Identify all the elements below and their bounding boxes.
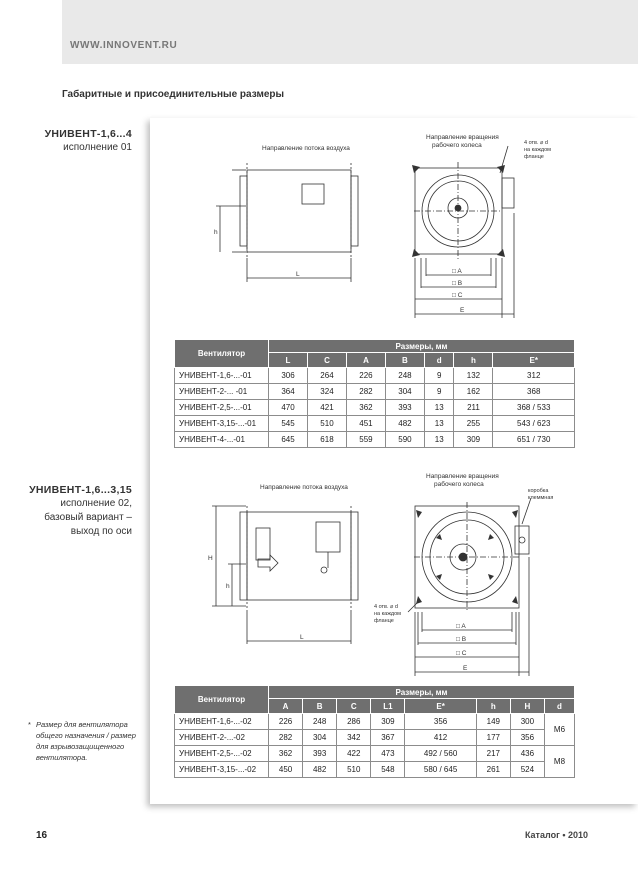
col-header: L1: [371, 699, 405, 714]
box-label-line-1: коробка: [528, 488, 549, 494]
table-cell: 9: [424, 384, 454, 400]
table-row: [175, 416, 575, 432]
dim-h-2: h: [226, 583, 230, 590]
table-cell: 132: [454, 368, 493, 384]
table-cell: 548: [371, 762, 405, 778]
dim-C-2: □ C: [456, 650, 467, 657]
drawing-variant-01: [150, 118, 638, 338]
table-row: [175, 400, 575, 416]
rotation-label-1-line-1: Направление вращения: [426, 134, 499, 141]
model-1-name: УНИВЕНТ-1,6...4: [44, 128, 132, 140]
footnote: [28, 719, 148, 763]
holes-label-2-line-3: фланце: [374, 618, 394, 624]
table-cell: 510: [307, 416, 346, 432]
table-cell: 264: [307, 368, 346, 384]
model-2-variant-line-3: выход по оси: [70, 526, 132, 537]
table-cell: 645: [269, 432, 308, 448]
table-cell: 261: [476, 762, 510, 778]
table-cell: 492 / 560: [405, 746, 476, 762]
footnote-line-2: общего назначения / размер: [36, 731, 136, 740]
holes-label-1-line-3: фланце: [524, 154, 544, 160]
table-cell: 590: [385, 432, 424, 448]
table-row: [175, 746, 575, 762]
airflow-label-2: Направление потока воздуха: [260, 484, 348, 491]
table-row: [175, 384, 575, 400]
table-row: [175, 432, 575, 448]
dim-C-1: □ C: [452, 292, 463, 299]
table-cell: 255: [454, 416, 493, 432]
table-cell: 473: [371, 746, 405, 762]
table-cell: 393: [303, 746, 337, 762]
col-header: h: [454, 353, 493, 368]
table-cell: 248: [303, 714, 337, 730]
table-cell: 282: [269, 730, 303, 746]
model-2-variant-line-1: исполнение 02,: [60, 498, 132, 509]
model-1-variant: исполнение 01: [63, 142, 132, 153]
box-label-line-2: клеммная: [528, 495, 554, 501]
dimensions-table-02: [174, 685, 575, 778]
table-cell: 367: [371, 730, 405, 746]
table-cell: 545: [269, 416, 308, 432]
fan-header-2: Вентилятор: [175, 686, 269, 714]
table-cell: 226: [269, 714, 303, 730]
table-cell: 226: [346, 368, 385, 384]
table-cell: 177: [476, 730, 510, 746]
dim-H-2: H: [208, 555, 213, 562]
fan-header-1: Вентилятор: [175, 340, 269, 368]
table-row: [175, 368, 575, 384]
dim-B-2: □ B: [456, 636, 467, 643]
table-cell: УНИВЕНТ-3,15-...-01: [175, 416, 269, 432]
table-cell: УНИВЕНТ-2,5-...-01: [175, 400, 269, 416]
table-cell: УНИВЕНТ-3,15-...-02: [175, 762, 269, 778]
col-header: L: [269, 353, 308, 368]
table-cell: 543 / 623: [493, 416, 575, 432]
table-cell: 412: [405, 730, 476, 746]
col-header: h: [476, 699, 510, 714]
table-cell: 451: [346, 416, 385, 432]
table-cell: 304: [303, 730, 337, 746]
table-cell: 470: [269, 400, 308, 416]
table-cell: УНИВЕНТ-4-...-01: [175, 432, 269, 448]
model-1-heading: [20, 127, 132, 155]
dim-A-1: □ A: [452, 268, 462, 275]
rotation-label-2-line-1: Направление вращения: [426, 473, 499, 480]
table-cell: 162: [454, 384, 493, 400]
drawing-variant-02: [150, 462, 638, 682]
table-cell: 393: [385, 400, 424, 416]
dim-E-2: E: [463, 665, 468, 672]
holes-label-2-line-1: 4 отв. ⌀ d: [374, 604, 398, 610]
table-cell: 364: [269, 384, 308, 400]
dim-L-2: L: [300, 634, 304, 641]
table-cell: 211: [454, 400, 493, 416]
site-url[interactable]: WWW.INNOVENT.RU: [70, 40, 178, 51]
table-cell: 356: [510, 730, 544, 746]
footnote-line-4: вентилятора.: [36, 753, 88, 762]
dim-A-2: □ A: [456, 623, 466, 630]
table-cell: 651 / 730: [493, 432, 575, 448]
rotation-label-1-line-2: рабочего колеса: [432, 142, 482, 149]
col-header: C: [307, 353, 346, 368]
table-cell: 13: [424, 416, 454, 432]
footnote-line-1: Размер для вентилятора: [36, 720, 128, 729]
dim-L-1: L: [296, 271, 300, 278]
holes-label-1-line-2: на каждом: [524, 147, 551, 153]
table-cell: 524: [510, 762, 544, 778]
col-header: B: [385, 353, 424, 368]
page-number: 16: [36, 830, 48, 841]
table-cell: 356: [405, 714, 476, 730]
dimensions-table-01: [174, 339, 575, 448]
table-cell: 482: [303, 762, 337, 778]
table-row: [175, 762, 575, 778]
table-cell: УНИВЕНТ-2-... -01: [175, 384, 269, 400]
col-header: E*: [405, 699, 476, 714]
dim-E-1: E: [460, 307, 465, 314]
holes-label-1-line-1: 4 отв. ⌀ d: [524, 140, 548, 146]
table-row: [175, 714, 575, 730]
model-2-name: УНИВЕНТ-1,6...3,15: [29, 484, 132, 496]
col-header: E*: [493, 353, 575, 368]
table-cell: 13: [424, 400, 454, 416]
group-header-2: Размеры, мм: [269, 686, 575, 699]
table-cell: 342: [337, 730, 371, 746]
table-cell: 368: [493, 384, 575, 400]
model-2-heading: [20, 483, 132, 539]
table-cell: 482: [385, 416, 424, 432]
table-cell: УНИВЕНТ-2-...-02: [175, 730, 269, 746]
table-cell: 248: [385, 368, 424, 384]
table-cell: 368 / 533: [493, 400, 575, 416]
group-header-1: Размеры, мм: [269, 340, 575, 353]
holes-label-2-line-2: на каждом: [374, 611, 401, 617]
table-cell: 286: [337, 714, 371, 730]
table-cell: 304: [385, 384, 424, 400]
footnote-line-3: для взрывозащищенного: [36, 742, 125, 751]
col-header: d: [544, 699, 574, 714]
dim-B-1: □ B: [452, 280, 463, 287]
table-cell: 300: [510, 714, 544, 730]
catalog-label: Каталог • 2010: [524, 830, 588, 840]
table-cell: 421: [307, 400, 346, 416]
table-cell: 282: [346, 384, 385, 400]
dim-h-1: h: [214, 229, 218, 236]
table-cell: 217: [476, 746, 510, 762]
table-cell: 309: [371, 714, 405, 730]
col-header: C: [337, 699, 371, 714]
col-header: B: [303, 699, 337, 714]
table-cell: 362: [269, 746, 303, 762]
section-title: Габаритные и присоединительные размеры: [62, 89, 285, 100]
table-cell: 362: [346, 400, 385, 416]
table-cell: 309: [454, 432, 493, 448]
table-cell: 13: [424, 432, 454, 448]
col-header: d: [424, 353, 454, 368]
table-cell: 618: [307, 432, 346, 448]
table-cell-d-merged: M8: [544, 746, 574, 778]
table-cell: 149: [476, 714, 510, 730]
table-cell: 450: [269, 762, 303, 778]
table-cell: 312: [493, 368, 575, 384]
table-cell: 559: [346, 432, 385, 448]
col-header: H: [510, 699, 544, 714]
header-band: [62, 0, 638, 64]
table-cell-d-merged: M6: [544, 714, 574, 746]
table-cell: 510: [337, 762, 371, 778]
table-cell: 436: [510, 746, 544, 762]
table-cell: УНИВЕНТ-2,5-...-02: [175, 746, 269, 762]
table-cell: 580 / 645: [405, 762, 476, 778]
table-cell: 9: [424, 368, 454, 384]
rotation-label-2-line-2: рабочего колеса: [434, 481, 484, 488]
table-cell: 324: [307, 384, 346, 400]
table-row: [175, 730, 575, 746]
col-header: A: [346, 353, 385, 368]
table-cell: УНИВЕНТ-1,6-...-02: [175, 714, 269, 730]
model-2-variant-line-2: базовый вариант –: [44, 512, 132, 523]
table-cell: 422: [337, 746, 371, 762]
col-header: A: [269, 699, 303, 714]
airflow-label-1: Направление потока воздуха: [262, 145, 350, 152]
footnote-star: *: [28, 720, 31, 729]
table-cell: 306: [269, 368, 308, 384]
table-cell: УНИВЕНТ-1,6-...-01: [175, 368, 269, 384]
